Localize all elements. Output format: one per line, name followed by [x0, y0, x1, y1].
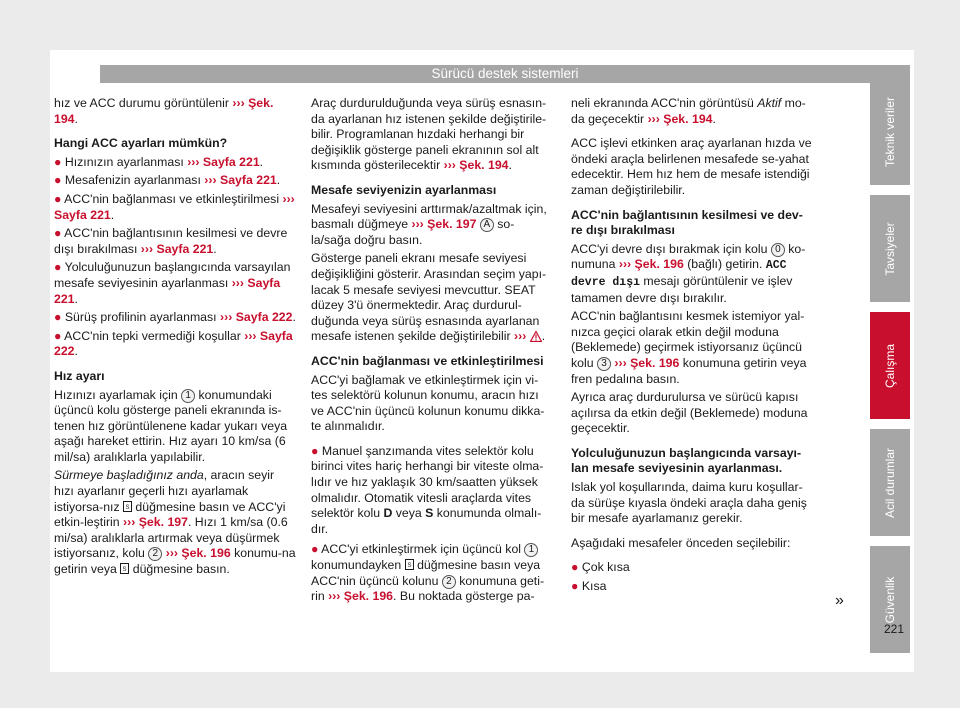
paragraph: ACC'yi devre dışı bırakmak için kolu 0 ko-numuna ››› Şek. 196 (bağlı) getirin. ACC devre dışı mesajı görüntülenir ve işlev tamamen devre dışı bırakılır.	[571, 241, 806, 305]
section-heading: Mesafe seviyenizin ayarlanması	[311, 182, 497, 197]
continued-marker: »	[835, 592, 844, 609]
figure-reference-link[interactable]: ››› Şek. 197	[411, 217, 477, 232]
list-item: ● Mesafenizin ayarlanması ››› Sayfa 221.	[54, 173, 281, 188]
tab-tavsiyeler[interactable]	[870, 195, 910, 302]
figure-reference-link[interactable]: ››› Şek. 196	[618, 257, 684, 272]
list-item: ● ACC'nin tepki vermediği koşullar ››› Sayfa 222.	[54, 328, 293, 359]
position-number-badge: 0	[771, 243, 785, 257]
position-number-badge: 3	[597, 357, 611, 371]
figure-reference-link[interactable]: ››› Şek. 196	[328, 589, 394, 604]
section-heading: ACC'nin bağlantısının kesilmesi ve dev-re dışı bırakılması	[571, 207, 803, 238]
page-reference-link[interactable]: ››› Sayfa 221	[140, 241, 214, 256]
paragraph: Mesafeyi seviyesini arttırmak/azaltmak için, basmalı düğmeye ››› Şek. 197 A so-la/sağa doğru basın.	[311, 201, 547, 247]
figure-reference-link[interactable]: ››› Şek. 197	[123, 515, 188, 530]
page-header: Sürücü destek sistemleri	[100, 65, 910, 83]
list-item: ● Manuel şanzımanda vites selektör kolu birinci vites hariç herhangi bir viteste olma-lıdır ve hız yaklaşık 30 km/saatten yüksek olmalıdır. Otomatik vitesli araçlarda vites selektör kolu D veya S konumunda olmalı-dır.	[311, 443, 544, 536]
paragraph: Aşağıdaki mesafeler önceden seçilebilir:	[571, 535, 791, 550]
tab-guvenlik[interactable]	[870, 546, 910, 653]
svg-text:S: S	[407, 563, 412, 570]
display-message-text: ACC devre dışı	[571, 259, 787, 289]
figure-reference-link[interactable]: ››› Şek. 194	[443, 158, 509, 173]
list-item: ● Çok kısa	[571, 560, 630, 575]
warning-triangle-icon	[530, 331, 542, 342]
tab-acil-durumlar[interactable]	[870, 429, 910, 536]
list-item: ● ACC'yi etkinleştirmek için üçüncü kol 1 konumundayken S düğmesine basın veya ACC'nin üçüncü kolunu 2 konumuna geti-rin ››› Şek. 196. Bu noktada gösterge pa-	[311, 542, 545, 604]
set-button-icon	[120, 563, 129, 574]
list-item: ● Yolculuğunuzun başlangıcında varsayılan mesafe seviyesinin ayarlanması ››› Sayfa 221.	[54, 260, 291, 306]
svg-text:S: S	[122, 567, 127, 574]
page-number: 221	[883, 622, 904, 636]
paragraph: ACC'yi bağlamak ve etkinleştirmek için vi-tes selektörü kolunun konumu, aracın hızı ve ACC'nin üçüncü kolunun konumu dikka-te alınmalıdır.	[311, 372, 545, 434]
page-reference-link[interactable]: ››› Sayfa 222	[54, 328, 293, 359]
paragraph: Hızınızı ayarlamak için 1 konumundaki üçüncü kolu gösterge paneli ekranında is-tenen hız görüntülenene kadar yukarı veya aşağı hareket ettirin. Hız ayarı 10 km/sa (6 mil/sa) aralıklarla yapılabilir.	[54, 387, 288, 464]
section-heading: ACC'nin bağlanması ve etkinleştirilmesi	[311, 353, 544, 368]
page-reference-link[interactable]: ››› Sayfa 221	[187, 154, 260, 169]
page-reference-link[interactable]: ››› Sayfa 221	[54, 275, 281, 306]
paragraph: neli ekranında ACC'nin görüntüsü Aktif mo-da geçecektir ››› Şek. 194.	[571, 96, 806, 126]
paragraph: Sürmeye başladığınız anda, aracın seyir hızı ayarlanır geçerli hızı ayarlamak istiyorsa-nız S düğmesine basın ve ACC'yi etkin-leştirin ››› Şek. 197. Hızı 1 km/sa (0.6 mi/sa) aralıklarla artırmak veya düşürmek istiyorsanız, kolu 2 ››› Şek. 196 konumu-na getirin veya S düğmesine basın.	[54, 468, 296, 577]
paragraph: hız ve ACC durumu görüntülenir ››› Şek. 194.	[54, 96, 274, 126]
figure-reference-link[interactable]: ››› Şek. 196	[610, 355, 680, 370]
svg-text:S: S	[125, 504, 130, 511]
paragraph: Ayrıca araç durdurulursa ve sürücü kapısı açılırsa da etkin değil (Beklemede) moduna geçecektir.	[571, 390, 808, 436]
list-item: ● ACC'nin bağlantısının kesilmesi ve devre dışı bırakılması ››› Sayfa 221.	[54, 226, 288, 256]
page-reference-link[interactable]: ››› Sayfa 221	[54, 191, 295, 222]
list-item: ● Hızınızın ayarlanması ››› Sayfa 221.	[54, 154, 264, 169]
position-number-badge: 1	[181, 389, 195, 403]
tab-label: Güvenlik	[883, 576, 897, 623]
figure-reference-link[interactable]: ››› Şek. 196	[162, 546, 231, 561]
tab-label: Tavsiyeler	[883, 221, 897, 276]
text-column-2	[311, 96, 553, 614]
position-number-badge: 1	[524, 543, 538, 557]
text-column-3	[571, 96, 813, 604]
section-heading: Hangi ACC ayarları mümkün?	[54, 136, 228, 151]
tab-label: Teknik veriler	[883, 96, 897, 167]
paragraph: Islak yol koşullarında, daima kuru koşullar-da sürüşe kıyasla öndeki araçla daha geniş bir mesafe ayarlamanız gerekir.	[571, 480, 807, 526]
set-button-icon	[405, 559, 414, 570]
tab-label: Çalışma	[883, 343, 897, 388]
section-heading: Yolculuğunuzun başlangıcında varsayı-lan mesafe seviyesinin ayarlanması.	[571, 445, 802, 476]
page-reference-link[interactable]: ››› Sayfa 221	[204, 173, 277, 188]
tab-calisma[interactable]	[870, 312, 910, 419]
section-heading: Hız ayarı	[54, 368, 105, 383]
paragraph: ACC'nin bağlantısını kesmek istemiyor yal-nızca geçici olarak etkin değil moduna (Beklemede) geçirmek istiyorsanız üçüncü kolu 3 ››› Şek. 196 konumuna getirin veya fren pedalına basın.	[571, 309, 807, 386]
position-number-badge: 2	[148, 547, 162, 561]
paragraph: ACC işlevi etkinken araç ayarlanan hızda ve öndeki araçla belirlenen mesafede se-yahat edecektir. Hem hız hem de mesafe istendiği zaman değiştirilebilir.	[571, 136, 812, 197]
list-item: ● Sürüş profilinin ayarlanması ››› Sayfa 222.	[54, 310, 296, 325]
position-letter-badge: A	[480, 218, 494, 232]
paragraph: Gösterge paneli ekranı mesafe seviyesi değişikliğini gösterir. Arasından seçim yapı-lacak 5 mesafe seviyesi mevcuttur. SEAT düzey 3'ü önermektedir. Araç durdurul-duğunda veya sürüş esnasında ayarlanan mesafe istenen şekilde değiştirilebilir ››› .	[311, 251, 547, 344]
paragraph: Araç durdurulduğunda veya sürüş esnasın-da ayarlanan hız istenen şekilde değiştirile-bilir. Programlanan hızdaki herhangi bir değişiklik gösterge paneli ekranının sol alt kısmında gösterilecektir ››› Şek. 194.	[311, 96, 547, 173]
list-item: ● Kısa	[571, 579, 607, 594]
page-reference-link[interactable]: ››› Sayfa 222	[220, 310, 293, 325]
list-item: ● ACC'nin bağlanması ve etkinleştirilmesi ››› Sayfa 221.	[54, 191, 295, 222]
tab-label: Acil durumlar	[883, 447, 897, 518]
figure-reference-link[interactable]: ››› Şek. 194	[54, 96, 274, 126]
figure-reference-link[interactable]: ››› Şek. 194	[647, 111, 713, 126]
tab-teknik-veriler[interactable]	[870, 78, 910, 185]
text-column-1	[54, 96, 296, 587]
warning-reference-link[interactable]: ›››	[514, 329, 527, 344]
set-button-icon	[123, 501, 132, 512]
position-number-badge: 2	[442, 575, 456, 589]
